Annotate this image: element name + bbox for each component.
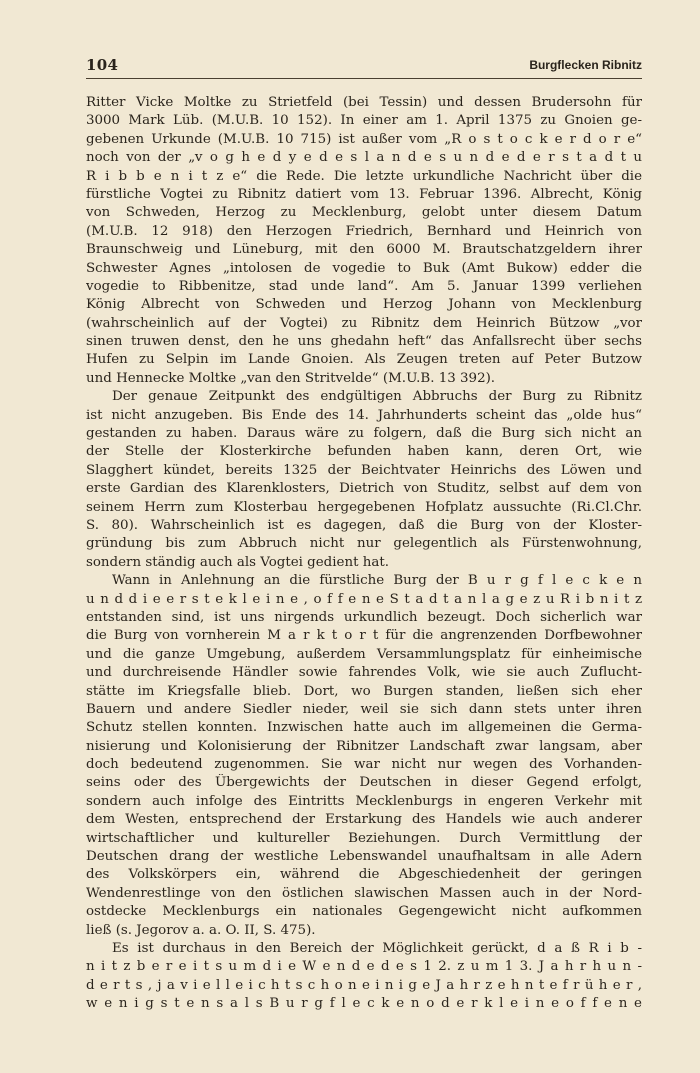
- text-line: und die ganze Umgebung, außerdem Versammlungsplatz für einheimische: [86, 646, 642, 662]
- text-line: R i b b e n i t z e“ die Rede. Die letzte urkundliche Nachricht über die: [86, 168, 642, 184]
- text-line: Braunschweig und Lüneburg, mit den 6000 M. Brautschatzgeldern ihrer: [86, 242, 642, 258]
- page-number: 104: [86, 56, 119, 74]
- text-line: nisierung und Kolonisierung der Ribnitzer Landschaft zwar langsam, aber: [86, 738, 642, 754]
- text-line: sondern auch infolge des Eintritts Mecklenburgs in engeren Verkehr mit: [86, 793, 642, 809]
- text-line: und durchreisende Händler sowie fahrendes Volk, wie sie auch Zuflucht-: [86, 665, 642, 681]
- paragraph: [86, 388, 642, 572]
- text-line: Es ist durchaus in den Bereich der Möglichkeit gerückt, d a ß R i b -: [112, 940, 642, 956]
- running-title: Burgflecken Ribnitz: [529, 58, 642, 72]
- text-line: u n d d i e e r s t e k l e i n e , o f f e n e S t a d t a n l a g e z u R i b n i t z: [86, 591, 642, 607]
- text-line: w e n i g s t e n s a l s B u r g f l e c k e n o d e r k l e i n e o f f e n e: [86, 996, 642, 1012]
- text-line: Hufen zu Selpin im Lande Gnoien. Als Zeugen treten auf Peter Butzow: [86, 352, 642, 368]
- paragraph: [86, 94, 642, 388]
- text-line: sondern ständig auch als Vogtei gedient hat.: [86, 554, 389, 570]
- text-line: Der genaue Zeitpunkt des endgültigen Abbruchs der Burg zu Ribnitz: [112, 389, 642, 405]
- text-line: Slagghert kündet, bereits 1325 der Beichtvater Heinrichs des Löwen und: [86, 462, 642, 478]
- text-line: entstanden sind, ist uns nirgends urkundlich bezeugt. Doch sicherlich war: [86, 609, 642, 625]
- text-line: der Stelle der Klosterkirche befunden haben kann, deren Ort, wie: [86, 444, 642, 460]
- text-line: n i t z b e r e i t s u m d i e W e n d e d e s 1 2. z u m 1 3. J a h r h u n -: [86, 959, 642, 975]
- text-line: ostdecke Mecklenburgs ein nationales Gegengewicht nicht aufkommen: [86, 904, 642, 920]
- text-line: sinen truwen denst, den he uns ghedahn heft“ das Anfallsrecht über sechs: [86, 334, 642, 350]
- text-line: gebenen Urkunde (M.U.B. 10 715) ist außer vom „R o s t o c k e r d o r e“: [86, 131, 642, 147]
- text-line: wirtschaftlicher und kultureller Beziehungen. Durch Vermittlung der: [86, 830, 642, 846]
- text-line: Wendenrestlinge von den östlichen slawischen Massen auch in der Nord-: [86, 885, 642, 901]
- text-line: und Hennecke Moltke „van den Stritvelde“ (M.U.B. 13 392).: [86, 370, 496, 386]
- text-line: die Burg von vornherein M a r k t o r t für die angrenzenden Dorfbewohner: [86, 628, 642, 644]
- page-header: [86, 56, 642, 78]
- text-line: Schutz stellen konnten. Inzwischen hatte auch im allgemeinen die Germa-: [86, 720, 642, 736]
- text-line: gründung bis zum Abbruch nicht nur gelegentlich als Fürstenwohnung,: [86, 536, 642, 552]
- text-line: doch bedeutend zugenommen. Sie war nicht nur wegen des Vorhanden-: [86, 757, 642, 773]
- text-line: (M.U.B. 12 918) den Herzogen Friedrich, Bernhard und Heinrich von: [86, 223, 642, 239]
- text-line: 3000 Mark Lüb. (M.U.B. 10 152). In einer am 1. April 1375 zu Gnoien ge-: [86, 113, 642, 129]
- paragraph: [86, 572, 642, 940]
- text-line: ließ (s. Jegorov a. a. O. II, S. 475).: [86, 922, 316, 938]
- text-line: dem Westen, entsprechend der Erstarkung des Handels wie auch anderer: [86, 812, 642, 828]
- text-line: (wahrscheinlich auf der Vogtei) zu Ribnitz dem Heinrich Bützow „vor: [86, 315, 642, 331]
- text-line: seins oder des Übergewichts der Deutschen in dieser Gegend erfolgt,: [86, 775, 642, 791]
- text-line: stätte im Kriegsfalle blieb. Dort, wo Burgen standen, ließen sich eher: [86, 683, 642, 699]
- text-line: Deutschen drang der westliche Lebenswandel unaufhaltsam in alle Adern: [86, 849, 642, 865]
- text-line: Schwester Agnes „intolosen de vogedie to Buk (Amt Bukow) edder die: [86, 260, 642, 276]
- text-line: gestanden zu haben. Daraus wäre zu folgern, daß die Burg sich nicht an: [86, 426, 642, 442]
- text-line: ist nicht anzugeben. Bis Ende des 14. Jahrhunderts scheint das „olde hus“: [86, 407, 642, 423]
- text-line: noch von der „v o g h e d y e d e s l a n d e s u n d e d e r s t a d t u: [86, 150, 642, 166]
- text-line: von Schweden, Herzog zu Mecklenburg, gelobt unter diesem Datum: [86, 205, 642, 221]
- text-line: vogedie to Ribbenitze, stad unde land“. Am 5. Januar 1399 verliehen: [86, 278, 642, 294]
- body-text: [86, 94, 642, 1014]
- text-line: erste Gardian des Klarenklosters, Dietrich von Studitz, selbst auf dem von: [86, 481, 642, 497]
- text-line: S. 80). Wahrscheinlich ist es dagegen, daß die Burg von der Kloster-: [86, 517, 642, 533]
- text-line: König Albrecht von Schweden und Herzog Johann von Mecklenburg: [86, 297, 642, 313]
- paragraph: [86, 940, 642, 1014]
- text-line: fürstliche Vogtei zu Ribnitz datiert vom 13. Februar 1396. Albrecht, König: [86, 186, 642, 202]
- text-line: Bauern und andere Siedler nieder, weil sie sich dann stets unter ihren: [86, 701, 642, 717]
- text-line: Wann in Anlehnung an die fürstliche Burg der B u r g f l e c k e n: [112, 573, 642, 589]
- text-line: Ritter Vicke Moltke zu Strietfeld (bei Tessin) und dessen Brudersohn für: [86, 95, 642, 110]
- text-line: des Volkskörpers ein, während die Abgeschiedenheit der geringen: [86, 867, 642, 883]
- header-rule: [86, 78, 642, 79]
- text-line: seinem Herrn zum Klosterbau hergegebenen Hofplatz aussuchte (Ri.Cl.Chr.: [86, 499, 642, 515]
- text-line: d e r t s , j a v i e l l e i c h t s c h o n e i n i g e J a h r z e h n t e f r ü h e r ,: [86, 977, 642, 993]
